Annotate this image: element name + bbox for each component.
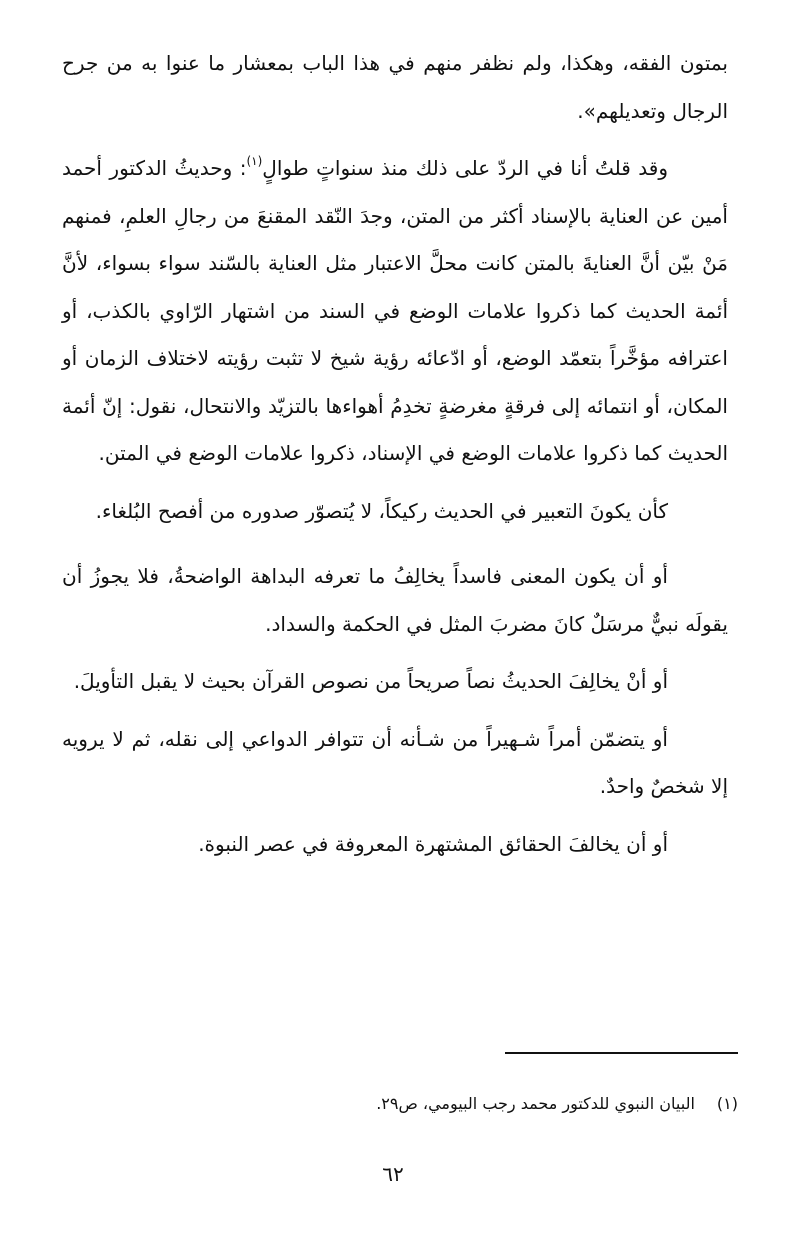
paragraph-single-narrator: أو يتضمّن أمراً شـهيراً من شـأنه أن تتوافر الدواعي إلى نقله، ثم لا يرويه إلا شخصٌ واحدٌ. — [62, 726, 728, 798]
footnote-divider — [505, 1052, 738, 1054]
paragraph-weak-wording: كأن يكونَ التعبير في الحديث ركيكاً، لا يُتصوّر صدوره من أفصح البُلغاء. — [95, 498, 668, 523]
paragraph-author-reply-body: : وحديثُ الدكتور أحمد أمين عن العناية بالإسناد أكثر من المتن، وجدَ النّقد المقنعَ من رجالِ العلمِ، فمنهم مَنْ بيّن أنَّ العنايةَ بالمتن كانت محلَّ الاعتبار مثل العناية بالسّند سواء بسواء، لأنَّ أئمة الحديث كما ذكروا علامات الوضع في السند من اشتهار الرّاوي بالكذب، أو اعترافه مؤخَّراً بتعمّد الوضع، أو ادّعائه رؤية شيخ لا تثبت رؤيته لاختلاف الزمان أو المكان، أو انتمائه إلى فرقةٍ مغرضةٍ تخدِمُ أهواءها بالتزيّد والانتحال، نقول: إنّ أئمة الحديث كما ذكروا علامات الوضع في الإسناد، ذكروا علامات الوضع في المتن. — [62, 156, 728, 465]
footnote-text: البيان النبوي للدكتور محمد رجب البيومي، ص٢٩. — [376, 1094, 695, 1113]
page-number: ٦٢ — [382, 1162, 404, 1186]
paragraph-author-reply-lead: وقد قلتُ أنا في الردّ على ذلك منذ سنواتٍ طوالٍ — [262, 156, 669, 180]
paragraph-quote-end: بمتون الفقه، وهكذا، ولم نظفر منهم في هذا الباب بمعشار ما عنوا به من جرح الرجال وتعديلهم». — [62, 51, 728, 123]
paragraph-contradicts-quran: أو أنْ يخالِفَ الحديثُ نصاً صريحاً من نصوص القرآن بحيث لا يقبل التأويلَ. — [73, 669, 668, 693]
paragraph-author-reply — [62, 145, 728, 478]
body-text — [62, 40, 728, 868]
paragraph-corrupt-meaning: أو أن يكون المعنى فاسداً يخالِفُ ما تعرفه البداهة الواضحةُ، فلا يجوزُ أن يقولَه نبيٌّ مرسَلٌ كانَ مضربَ المثل في الحكمة والسداد. — [62, 564, 728, 636]
footnote-number: (١) — [716, 1094, 738, 1113]
paragraph-prophetic-era: أو أن يخالفَ الحقائق المشتهرة المعروفة في عصر النبوة. — [198, 831, 668, 856]
footnote — [376, 1090, 738, 1118]
footnote-reference[interactable]: (١) — [246, 154, 263, 168]
